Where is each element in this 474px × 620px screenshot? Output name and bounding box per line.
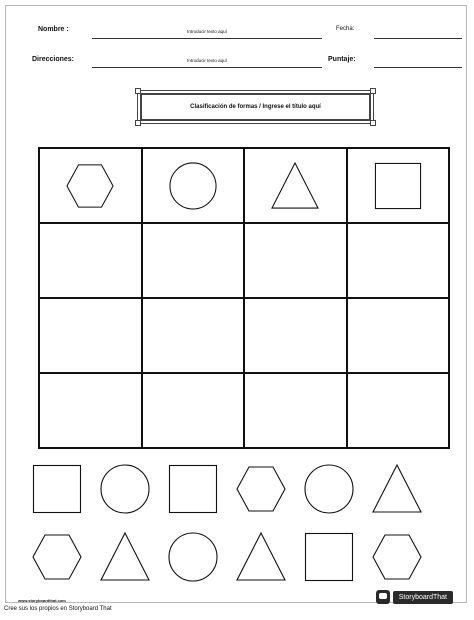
- directions-line: [92, 67, 322, 68]
- grid-drop-cell[interactable]: [142, 223, 245, 298]
- grid-drop-cell[interactable]: [244, 298, 347, 373]
- square-shape[interactable]: [32, 464, 82, 514]
- grid-header-cell: [347, 148, 450, 223]
- triangle-shape[interactable]: [236, 532, 286, 582]
- triangle-shape: [271, 162, 319, 210]
- grid-drop-cell[interactable]: [244, 223, 347, 298]
- triangle-shape[interactable]: [100, 532, 150, 582]
- frame-corner: [135, 120, 141, 126]
- date-line[interactable]: [374, 38, 462, 39]
- grid-drop-cell[interactable]: [39, 373, 142, 448]
- sorting-grid: [38, 147, 450, 449]
- worksheet-page: [5, 5, 467, 603]
- grid-header-cell: [142, 148, 245, 223]
- logo-text: StoryboardThat: [393, 591, 453, 604]
- directions-label: Direcciones:: [32, 56, 75, 63]
- grid-header-cell: [39, 148, 142, 223]
- grid-drop-cell[interactable]: [244, 373, 347, 448]
- frame-corner: [370, 88, 376, 94]
- page-caption: Cree sus los propios en Storyboard That: [4, 606, 112, 612]
- grid-drop-cell[interactable]: [347, 373, 450, 448]
- score-line[interactable]: [374, 67, 462, 68]
- storyboardthat-logo: [376, 590, 453, 604]
- frame-corner: [135, 88, 141, 94]
- grid-drop-cell[interactable]: [142, 298, 245, 373]
- grid-drop-cell[interactable]: [39, 223, 142, 298]
- square-shape[interactable]: [168, 464, 218, 514]
- frame-corner: [370, 120, 376, 126]
- worksheet-title[interactable]: Clasificación de formas / Ingrese el título aquí: [140, 93, 371, 121]
- hexagon-shape: [66, 162, 114, 210]
- footer-url: www.storyboardthat.com: [18, 598, 66, 603]
- grid-drop-cell[interactable]: [347, 223, 450, 298]
- title-frame: [137, 90, 374, 124]
- directions-input[interactable]: Introducir texto aquí: [187, 58, 227, 63]
- score-label: Puntaje:: [328, 56, 356, 63]
- name-label: Nombre :: [38, 26, 69, 33]
- circle-shape[interactable]: [304, 464, 354, 514]
- circle-shape[interactable]: [100, 464, 150, 514]
- circle-shape: [169, 162, 217, 210]
- storyboard-logo-icon: [376, 590, 390, 604]
- grid-header-cell: [244, 148, 347, 223]
- name-input[interactable]: Introducir texto aquí: [187, 29, 227, 34]
- grid-drop-cell[interactable]: [142, 373, 245, 448]
- square-shape: [374, 162, 422, 210]
- hexagon-shape[interactable]: [32, 532, 82, 582]
- circle-shape[interactable]: [168, 532, 218, 582]
- triangle-shape[interactable]: [372, 464, 422, 514]
- name-line: [92, 38, 322, 39]
- grid-drop-cell[interactable]: [39, 298, 142, 373]
- hexagon-shape[interactable]: [236, 464, 286, 514]
- square-shape[interactable]: [304, 532, 354, 582]
- hexagon-shape[interactable]: [372, 532, 422, 582]
- date-label: Fecha:: [336, 26, 355, 32]
- grid-drop-cell[interactable]: [347, 298, 450, 373]
